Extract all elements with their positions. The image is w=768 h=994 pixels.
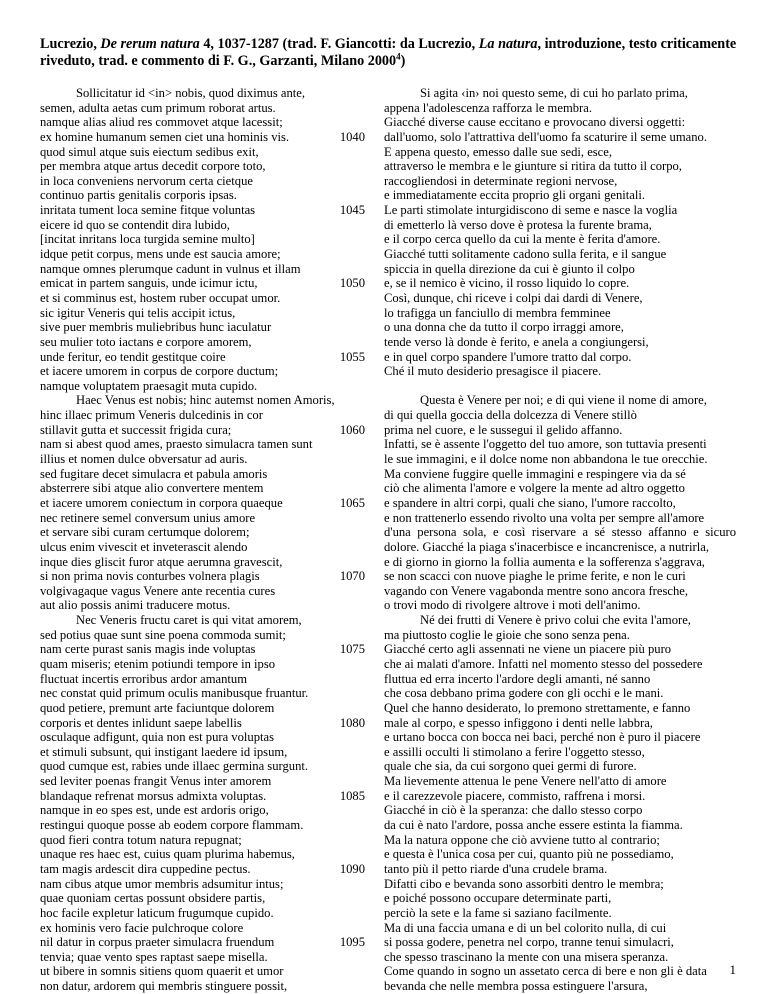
italian-verse-line bbox=[384, 847, 736, 862]
italian-verse-line bbox=[384, 247, 736, 262]
italian-verse-line bbox=[384, 862, 736, 877]
line-text: e poiché possono occupare determinate parti, bbox=[384, 891, 612, 906]
italian-verse-line bbox=[384, 716, 736, 731]
verse-number: 1060 bbox=[339, 422, 365, 437]
line-text: in loca conveniens nervorum certa cietque bbox=[40, 173, 253, 188]
latin-verse-line bbox=[40, 584, 365, 599]
italian-verse-line bbox=[384, 833, 736, 848]
line-text: inritata tument loca semine fitque voluntas bbox=[40, 203, 256, 218]
italian-verse-line bbox=[384, 188, 736, 203]
line-text: namque omnes plerumque cadunt in vulnus et illam bbox=[40, 261, 301, 276]
latin-verse-line bbox=[40, 306, 365, 321]
document-title bbox=[40, 36, 740, 70]
line-text: hinc illaec primum Veneris dulcedinis in cor bbox=[40, 408, 263, 423]
latin-verse-line bbox=[40, 657, 365, 672]
line-text: quale che sia, da cui sorgono quei germi di furore. bbox=[384, 759, 637, 774]
line-text: e immediatamente eccita proprio gli organi genitali. bbox=[384, 188, 645, 203]
latin-verse-line bbox=[40, 862, 365, 877]
line-text: d'una persona sola, e così riservare a sé stesso affanno e sicuro bbox=[384, 525, 736, 540]
italian-verse-line bbox=[384, 759, 736, 774]
line-text: namque voluptatem praesagit muta cupido. bbox=[40, 378, 258, 393]
line-text: e urtano bocca con bocca nei baci, perché non è puro il piacere bbox=[384, 730, 701, 745]
latin-text-column bbox=[40, 86, 365, 994]
line-text: raccogliendosi in determinate regioni nervose, bbox=[384, 173, 618, 188]
verse-number: 1080 bbox=[339, 715, 365, 730]
line-text: nil datur in corpus praeter simulacra fruendum bbox=[40, 935, 275, 950]
line-text: Le parti stimolate inturgidiscono di seme e nasce la voglia bbox=[384, 203, 678, 218]
line-text: prima nel cuore, e le sussegui il gelido affanno. bbox=[384, 422, 623, 437]
line-text: Nec Veneris fructu caret is qui vitat amorem, bbox=[76, 613, 302, 628]
line-text: emicat in partem sanguis, unde icimur ictu, bbox=[40, 276, 258, 291]
line-text: nam si abest quod ames, praesto simulacra tamen sunt bbox=[40, 437, 313, 452]
line-text: e il corpo cerca quello da cui la mente è ferita d'amore. bbox=[384, 232, 661, 247]
line-text: ex hominis vero facie pulchroque colore bbox=[40, 920, 244, 935]
line-text: di qui quella goccia della dolcezza di Venere stillò bbox=[384, 408, 637, 423]
latin-verse-line bbox=[40, 950, 365, 965]
line-text: Giacché certo agli assennati ne viene un piacere più puro bbox=[384, 642, 672, 657]
latin-verse-line bbox=[40, 130, 365, 145]
verse-number: 1095 bbox=[339, 935, 365, 950]
line-text: vagando con Venere vagabonda mentre sono ancora fresche, bbox=[384, 583, 688, 598]
italian-verse-line bbox=[384, 393, 736, 408]
latin-verse-line bbox=[40, 642, 365, 657]
line-text: che spesso trascinano la mente con una misera speranza. bbox=[384, 949, 669, 964]
italian-verse-line bbox=[384, 818, 736, 833]
line-text: tenvia; quae vento spes raptast saepe misella. bbox=[40, 949, 268, 964]
latin-verse-line bbox=[40, 789, 365, 804]
line-text: Ma la natura oppone che ciò avviene tutto al contrario; bbox=[384, 832, 660, 847]
italian-verse-line bbox=[384, 467, 736, 482]
line-text: ciò che alimenta l'amore e volgere la mente ad altro oggetto bbox=[384, 481, 685, 496]
latin-verse-line bbox=[40, 672, 365, 687]
italian-translation-column bbox=[384, 86, 736, 994]
line-text: per membra atque artus decedit corpore toto, bbox=[40, 159, 266, 174]
line-text: Come quando in sogno un assetato cerca di bere e non gli è data bbox=[384, 964, 707, 979]
line-text: sic igitur Veneris qui telis accipit ictus, bbox=[40, 305, 236, 320]
italian-verse-line bbox=[384, 950, 736, 965]
line-text: e il carezzevole piacere, commisto, raffrena i morsi. bbox=[384, 788, 646, 803]
line-text: sed potius quae sunt sine poena commoda sumit; bbox=[40, 627, 286, 642]
line-text: Ché il muto desiderio presagisce il piacere. bbox=[384, 364, 602, 379]
line-text: semen, adulta aetas cum primum roborat artus. bbox=[40, 100, 276, 115]
latin-verse-line bbox=[40, 701, 365, 716]
italian-verse-line bbox=[384, 525, 736, 540]
title-rest: , introduzione, testo criticamente riveduto, trad. e commento di F. G., Garzanti, Milano 2000 bbox=[40, 36, 737, 69]
latin-verse-line bbox=[40, 320, 365, 335]
line-text: quam miseris; etenim potiundi tempore in ipso bbox=[40, 656, 276, 671]
line-text: et iacere umorem coniectum in corpora quaeque bbox=[40, 495, 283, 510]
latin-verse-line bbox=[40, 393, 365, 408]
italian-verse-line bbox=[384, 218, 736, 233]
verse-number: 1075 bbox=[339, 642, 365, 657]
line-text: Giacché tutti solitamente cadono sulla ferita, e il sangue bbox=[384, 247, 667, 262]
italian-verse-line bbox=[384, 540, 736, 555]
line-text: quod cumque est, rabies unde illaec germina surgunt. bbox=[40, 759, 309, 774]
italian-verse-line bbox=[384, 613, 736, 628]
line-text: et si comminus est, hostem ruber occupat umor. bbox=[40, 290, 281, 305]
line-text: idque petit corpus, mens unde est saucia amore; bbox=[40, 247, 281, 262]
latin-verse-line bbox=[40, 159, 365, 174]
italian-verse-line bbox=[384, 101, 736, 116]
italian-verse-line bbox=[384, 320, 736, 335]
latin-verse-line bbox=[40, 423, 365, 438]
page-number: 1 bbox=[729, 962, 736, 977]
line-text: et servare sibi curam certumque dolorem; bbox=[40, 525, 250, 540]
latin-verse-line bbox=[40, 86, 365, 101]
italian-verse-line bbox=[384, 276, 736, 291]
italian-verse-line bbox=[384, 569, 736, 584]
italian-verse-line bbox=[384, 745, 736, 760]
italian-verse-line bbox=[384, 964, 736, 979]
latin-verse-line bbox=[40, 364, 365, 379]
italian-verse-line bbox=[384, 496, 736, 511]
latin-verse-line bbox=[40, 115, 365, 130]
line-text: sed leviter poenas frangit Venus inter amorem bbox=[40, 774, 272, 789]
latin-verse-line bbox=[40, 145, 365, 160]
line-text: o trovi modo di rivolgere altrove i moti dell'animo. bbox=[384, 598, 641, 613]
italian-verse-line bbox=[384, 555, 736, 570]
line-text: Infatti, se è assente l'oggetto del tuo amore, son tuttavia presenti bbox=[384, 437, 707, 452]
title-author: Lucrezio, bbox=[40, 36, 101, 52]
italian-verse-line bbox=[384, 291, 736, 306]
latin-verse-line bbox=[40, 979, 365, 994]
line-text: ulcus enim vivescit et inveterascit alendo bbox=[40, 539, 248, 554]
latin-verse-line bbox=[40, 803, 365, 818]
latin-verse-line bbox=[40, 921, 365, 936]
line-text: bevanda che nelle membra possa estinguere l'arsura, bbox=[384, 979, 648, 994]
line-text: Si agita ‹in› noi questo seme, di cui ho parlato prima, bbox=[420, 86, 688, 100]
latin-verse-line bbox=[40, 569, 365, 584]
italian-verse-line bbox=[384, 159, 736, 174]
latin-verse-line bbox=[40, 906, 365, 921]
latin-verse-line bbox=[40, 496, 365, 511]
italian-verse-line bbox=[384, 598, 736, 613]
latin-verse-line bbox=[40, 628, 365, 643]
line-text: et iacere umorem in corpus de corpore ductum; bbox=[40, 364, 279, 379]
latin-verse-line bbox=[40, 291, 365, 306]
line-text: e di giorno in giorno la follia aumenta e la sofferenza s'aggrava, bbox=[384, 554, 705, 569]
latin-verse-line bbox=[40, 525, 365, 540]
title-work: De rerum natura bbox=[100, 36, 200, 52]
verse-number: 1070 bbox=[339, 569, 365, 584]
italian-verse-line bbox=[384, 203, 736, 218]
italian-verse-line bbox=[384, 232, 736, 247]
latin-verse-line bbox=[40, 716, 365, 731]
line-text: non datur, ardorem qui membris stinguere possit, bbox=[40, 979, 288, 994]
italian-verse-line bbox=[384, 642, 736, 657]
italian-verse-line bbox=[384, 906, 736, 921]
italian-verse-line bbox=[384, 701, 736, 716]
title-book: La natura bbox=[478, 36, 538, 52]
line-text: tende verso là donde è ferito, e anela a congiungersi, bbox=[384, 334, 649, 349]
latin-verse-line bbox=[40, 833, 365, 848]
line-text: absterrere sibi atque alio convertere mentem bbox=[40, 481, 264, 496]
line-text: Così, dunque, chi riceve i colpi dai dardi di Venere, bbox=[384, 290, 643, 305]
latin-verse-line bbox=[40, 218, 365, 233]
latin-verse-line bbox=[40, 452, 365, 467]
verse-number: 1040 bbox=[339, 129, 365, 144]
line-text: quod simul atque suis eiectum sedibus exit, bbox=[40, 144, 259, 159]
line-text: eicere id quo se contendit dira lubido, bbox=[40, 217, 230, 232]
line-text: tanto più il petto riarde d'una crudele brama. bbox=[384, 861, 608, 876]
italian-verse-line bbox=[384, 584, 736, 599]
line-text: hoc facile expletur laticum frugumque cupido. bbox=[40, 905, 274, 920]
line-text: le sue immagini, e il dolce nome non abbandona le tue orecchie. bbox=[384, 452, 708, 467]
italian-verse-line bbox=[384, 657, 736, 672]
latin-verse-line bbox=[40, 818, 365, 833]
line-text: o una donna che da tutto il corpo irraggi amore, bbox=[384, 320, 624, 335]
line-text: Né dei frutti di Venere è privo colui che evita l'amore, bbox=[420, 613, 691, 628]
italian-verse-line bbox=[384, 364, 736, 379]
latin-verse-line bbox=[40, 467, 365, 482]
italian-verse-line bbox=[384, 408, 736, 423]
latin-verse-line bbox=[40, 877, 365, 892]
line-text: aut alio possis animi traducere motus. bbox=[40, 598, 231, 613]
italian-verse-line bbox=[384, 174, 736, 189]
line-text: illius et nomen dulce obversatur ad auris. bbox=[40, 452, 248, 467]
line-text: Quel che hanno desiderato, lo premono strettamente, e fanno bbox=[384, 700, 691, 715]
line-text: fluctuat incertis erroribus ardor amantum bbox=[40, 671, 248, 686]
line-text: quod petiere, premunt arte faciuntque dolorem bbox=[40, 700, 275, 715]
latin-verse-line bbox=[40, 408, 365, 423]
line-text: tam magis ardescit dira cuppedine pectus. bbox=[40, 861, 251, 876]
latin-verse-line bbox=[40, 613, 365, 628]
line-text: nam certe purast sanis magis inde voluptas bbox=[40, 642, 256, 657]
line-text: di emetterlo là verso dove è protesa la furente brama, bbox=[384, 217, 652, 232]
italian-verse-line bbox=[384, 437, 736, 452]
line-text: blandaque refrenat morsus admixta voluptas. bbox=[40, 788, 267, 803]
line-text: fluttua ed erra incerto l'ardore degli amanti, né sanno bbox=[384, 671, 651, 686]
verse-number: 1055 bbox=[339, 349, 365, 364]
latin-verse-line bbox=[40, 232, 365, 247]
latin-verse-line bbox=[40, 745, 365, 760]
italian-verse-line bbox=[384, 935, 736, 950]
line-text: continuo partis genitalis corporis ipsas. bbox=[40, 188, 237, 203]
line-text: inque dies gliscit furor atque aerumna gravescit, bbox=[40, 554, 283, 569]
line-text: e questa è l'unica cosa per cui, quanto più ne possediamo, bbox=[384, 847, 674, 862]
latin-verse-line bbox=[40, 891, 365, 906]
line-text: da cui è nato l'ardore, possa anche essere estinta la fiamma. bbox=[384, 818, 683, 833]
line-text: quod fieri contra totum natura repugnat; bbox=[40, 832, 242, 847]
line-text: Ma di una faccia umana e di un bel colorito nulla, di cui bbox=[384, 920, 667, 935]
italian-verse-line bbox=[384, 672, 736, 687]
line-text: osculaque adfigunt, quia non est pura voluptas bbox=[40, 730, 274, 745]
verse-number: 1050 bbox=[339, 276, 365, 291]
line-text: e, se il nemico è vicino, il rosso liquido lo copre. bbox=[384, 276, 630, 291]
italian-verse-line bbox=[384, 730, 736, 745]
italian-verse-line bbox=[384, 877, 736, 892]
line-text: ut bibere in somnis sitiens quom quaerit et umor bbox=[40, 964, 284, 979]
italian-verse-line bbox=[384, 921, 736, 936]
line-text: male al corpo, e spesso infiggono i denti nelle labbra, bbox=[384, 715, 653, 730]
line-text: Questa è Venere per noi; e di qui viene il nome di amore, bbox=[420, 393, 707, 408]
line-text: ex homine humanum semen ciet una hominis vis. bbox=[40, 129, 290, 144]
title-footnote-ref: 4 bbox=[396, 51, 401, 62]
italian-verse-line bbox=[384, 511, 736, 526]
line-text: dolore. Giacché la piaga s'inacerbisce e incancrenisce, a nutrirla, bbox=[384, 539, 709, 554]
line-text: nam cibus atque umor membris adsumitur intus; bbox=[40, 876, 284, 891]
italian-verse-line bbox=[384, 979, 736, 994]
line-text: sed fugitare decet simulacra et pabula amoris bbox=[40, 466, 268, 481]
line-text: perciò la sete e la fame si saziano facilmente. bbox=[384, 905, 612, 920]
line-text: seu mulier toto iactans e corpore amorem, bbox=[40, 334, 252, 349]
italian-verse-line bbox=[384, 803, 736, 818]
latin-verse-line bbox=[40, 555, 365, 570]
italian-verse-line bbox=[384, 86, 736, 101]
line-text: si possa godere, penetra nel corpo, tranne tenui simulacri, bbox=[384, 935, 674, 950]
latin-verse-line bbox=[40, 350, 365, 365]
latin-verse-line bbox=[40, 598, 365, 613]
latin-verse-line bbox=[40, 774, 365, 789]
line-text: quae quoniam certas possunt obsidere partis, bbox=[40, 891, 266, 906]
italian-verse-line bbox=[384, 306, 736, 321]
italian-verse-line bbox=[384, 262, 736, 277]
line-text: ma piuttosto coglie le gioie che sono senza pena. bbox=[384, 627, 630, 642]
line-text: che ai malati d'amore. Infatti nel momento stesso del possedere bbox=[384, 656, 703, 671]
line-text: dall'uomo, solo l'attrattiva dell'uomo fa scaturire il seme umano. bbox=[384, 129, 707, 144]
line-text: Sollicitatur id <in> nobis, quod diximus ante, bbox=[76, 86, 305, 100]
latin-verse-line bbox=[40, 101, 365, 116]
italian-verse-line bbox=[384, 115, 736, 130]
latin-verse-line bbox=[40, 847, 365, 862]
italian-verse-line bbox=[384, 335, 736, 350]
italian-verse-line bbox=[384, 350, 736, 365]
italian-verse-line bbox=[384, 774, 736, 789]
verse-number: 1065 bbox=[339, 495, 365, 510]
title-close: ) bbox=[400, 53, 406, 69]
italian-verse-line bbox=[384, 423, 736, 438]
line-text: stillavit gutta et successit frigida cura; bbox=[40, 422, 232, 437]
italian-verse-line bbox=[384, 686, 736, 701]
line-text: sive puer membris muliebribus hunc iaculatur bbox=[40, 320, 272, 335]
italian-verse-line bbox=[384, 481, 736, 496]
line-text: volgivagaque vagus Venere ante recentia cures bbox=[40, 583, 276, 598]
latin-verse-line bbox=[40, 188, 365, 203]
latin-verse-line bbox=[40, 964, 365, 979]
latin-verse-line bbox=[40, 686, 365, 701]
line-text: Ma lievemente attenua le pene Venere nell'atto di amore bbox=[384, 774, 667, 789]
line-text: unde feritur, eo tendit gestitque coire bbox=[40, 349, 226, 364]
line-text: lo trafigga un fanciullo di membra femminee bbox=[384, 305, 611, 320]
italian-verse-line bbox=[384, 452, 736, 467]
latin-verse-line bbox=[40, 540, 365, 555]
line-text: appena l'adolescenza rafforza le membra. bbox=[384, 100, 592, 115]
line-text: Giacché in ciò è la speranza: che dallo stesso corpo bbox=[384, 803, 643, 818]
latin-verse-line bbox=[40, 276, 365, 291]
paragraph-gap bbox=[384, 379, 736, 394]
line-text: Giacché diverse cause eccitano e provocano diversi oggetti: bbox=[384, 115, 686, 130]
latin-verse-line bbox=[40, 203, 365, 218]
line-text: unaque res haec est, cuius quam plurima habemus, bbox=[40, 847, 295, 862]
line-text: nec retinere semel conversum unius amore bbox=[40, 510, 256, 525]
italian-verse-line bbox=[384, 145, 736, 160]
latin-verse-line bbox=[40, 935, 365, 950]
verse-number: 1085 bbox=[339, 788, 365, 803]
latin-verse-line bbox=[40, 247, 365, 262]
verse-number: 1090 bbox=[339, 861, 365, 876]
latin-verse-line bbox=[40, 759, 365, 774]
line-text: nec constat quid primum oculis manibusque fruantur. bbox=[40, 686, 309, 701]
line-text: e in quel corpo spandere l'umore tratto dal corpo. bbox=[384, 349, 632, 364]
latin-verse-line bbox=[40, 511, 365, 526]
latin-verse-line bbox=[40, 437, 365, 452]
latin-verse-line bbox=[40, 262, 365, 277]
italian-verse-line bbox=[384, 628, 736, 643]
italian-verse-line bbox=[384, 130, 736, 145]
line-text: corporis et dentes inlidunt saepe labellis bbox=[40, 715, 242, 730]
line-text: e spandere in altri corpi, quali che siano, l'umore raccolto, bbox=[384, 495, 676, 510]
latin-verse-line bbox=[40, 174, 365, 189]
latin-verse-line bbox=[40, 730, 365, 745]
line-text: E appena questo, emesso dalle sue sedi, esce, bbox=[384, 144, 613, 159]
line-text: se non scacci con nuove piaghe le prime ferite, e non le curi bbox=[384, 569, 686, 584]
latin-verse-line bbox=[40, 481, 365, 496]
line-text: et stimuli subsunt, qui instigant laedere id ipsum, bbox=[40, 744, 288, 759]
latin-verse-line bbox=[40, 335, 365, 350]
line-text: restingui quoque posse ab eodem corpore flammam. bbox=[40, 818, 304, 833]
line-text: [incitat inritans loca turgida semine multo] bbox=[40, 232, 255, 247]
line-text: attraverso le membra e le giunture si ritira da tutto il corpo, bbox=[384, 159, 682, 174]
italian-verse-line bbox=[384, 891, 736, 906]
line-text: spiccia in quella direzione da cui è giunto il colpo bbox=[384, 261, 635, 276]
verse-number: 1045 bbox=[339, 203, 365, 218]
line-text: e non trattenerlo essendo rivolto una volta per sempre all'amore bbox=[384, 510, 705, 525]
line-text: che cosa debbano prima godere con gli occhi e le mani. bbox=[384, 686, 664, 701]
line-text: namque in eo spes est, unde est ardoris origo, bbox=[40, 803, 269, 818]
title-ref: 4, 1037-1287 (trad. F. Giancotti: da Lucrezio, bbox=[199, 36, 479, 52]
line-text: Haec Venus est nobis; hinc autemst nomen Amoris, bbox=[76, 393, 335, 408]
line-text: e assilli occulti li stimolano a ferire l'oggetto stesso, bbox=[384, 744, 645, 759]
line-text: Difatti cibo e bevanda sono assorbiti dentro le membra; bbox=[384, 876, 664, 891]
line-text: si non prima novis conturbes volnera plagis bbox=[40, 569, 260, 584]
italian-verse-line bbox=[384, 789, 736, 804]
line-text: Ma conviene fuggire quelle immagini e respingere via da sé bbox=[384, 466, 686, 481]
line-text: namque alias aliud res commovet atque lacessit; bbox=[40, 115, 283, 130]
latin-verse-line bbox=[40, 379, 365, 394]
